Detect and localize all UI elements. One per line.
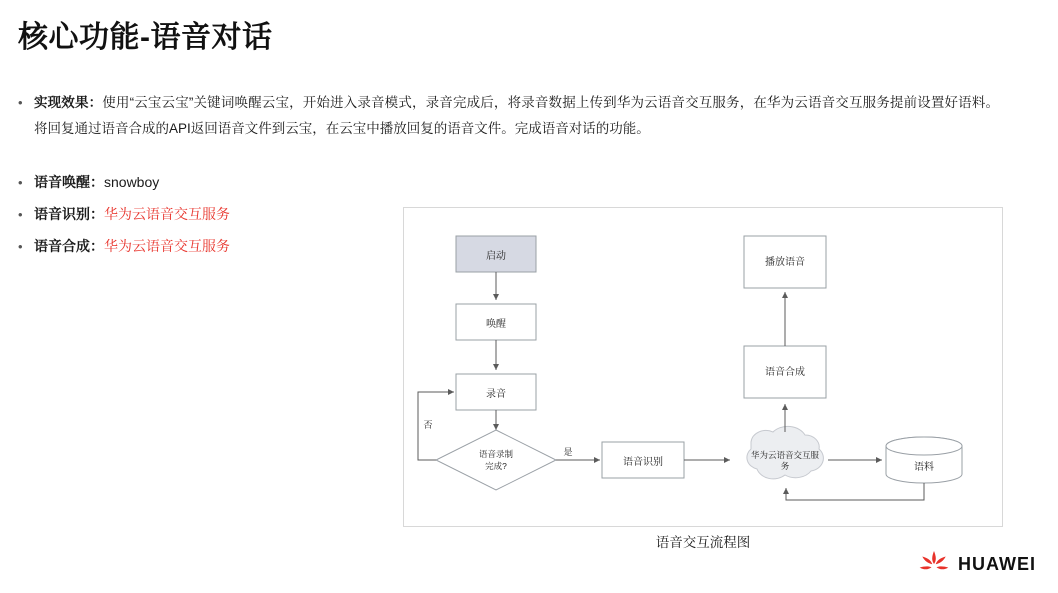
bullet-body: 使用“云宝云宝”关键词唤醒云宝，开始进入录音模式，录音完成后，将录音数据上传到华为云语音交互服务，在华为云语音交互服务提前设置好语料。将回复通过语音合成的API返回语音文件到云宝，在云宝中播放回复的语音文件。完成语音对话的功能。: [34, 95, 999, 136]
huawei-logo: [919, 551, 1036, 577]
bullet-marker: •: [18, 207, 23, 222]
node-asr-label: 语音识别: [623, 457, 663, 468]
edge-label-yes: 是: [563, 447, 573, 457]
bullet-content: [34, 90, 999, 142]
bullet-marker: •: [18, 239, 23, 254]
diagram-caption: 语音交互流程图: [655, 535, 751, 550]
bullet-content: [34, 234, 230, 258]
bullet-content: [34, 170, 159, 194]
node-tts-label: 语音合成: [765, 367, 805, 378]
bullet-marker: •: [18, 95, 23, 110]
page-title: 核心功能-语音对话: [18, 21, 273, 54]
edge-corpus-cloud: [786, 483, 924, 500]
bullet-label: 实现效果：: [34, 95, 103, 110]
node-start-label: 启动: [486, 251, 506, 262]
node-cloud-label-line1: 华为云语音交互服: [750, 450, 820, 460]
bullet-body: snowboy: [104, 174, 160, 190]
bullet-label: 语音唤醒：: [34, 174, 104, 190]
bullet-label: 语音合成：: [34, 238, 104, 254]
node-play-label: 播放语音: [765, 257, 805, 268]
flowchart-svg: [404, 208, 1002, 526]
flowchart-panel: [403, 207, 1003, 527]
spacer: [18, 144, 1003, 170]
node-cloud: [747, 426, 823, 478]
node-cloud-label-line2: 务: [780, 461, 790, 471]
bullet-accent: 华为云语音交互服务: [104, 206, 230, 222]
node-decision: [436, 430, 556, 490]
node-record-label: 录音: [486, 389, 506, 400]
node-wake-label: 唤醒: [486, 319, 506, 330]
node-corpus-label: 语料: [914, 462, 934, 473]
bullet-marker: •: [18, 175, 23, 190]
list-item: [18, 170, 1003, 196]
huawei-flower-icon: [919, 551, 949, 577]
bullet-content: [34, 202, 230, 226]
logo-text: HUAWEI: [958, 553, 1036, 574]
node-corpus: [886, 437, 962, 483]
node-decision-label-line2: 完成?: [485, 461, 507, 471]
node-decision-label-line1: 语音录制: [478, 449, 514, 459]
bullet-accent: 华为云语音交互服务: [104, 238, 230, 254]
list-item: [18, 90, 1003, 142]
edge-label-no: 否: [423, 420, 433, 430]
bullet-label: 语音识别：: [34, 206, 104, 222]
